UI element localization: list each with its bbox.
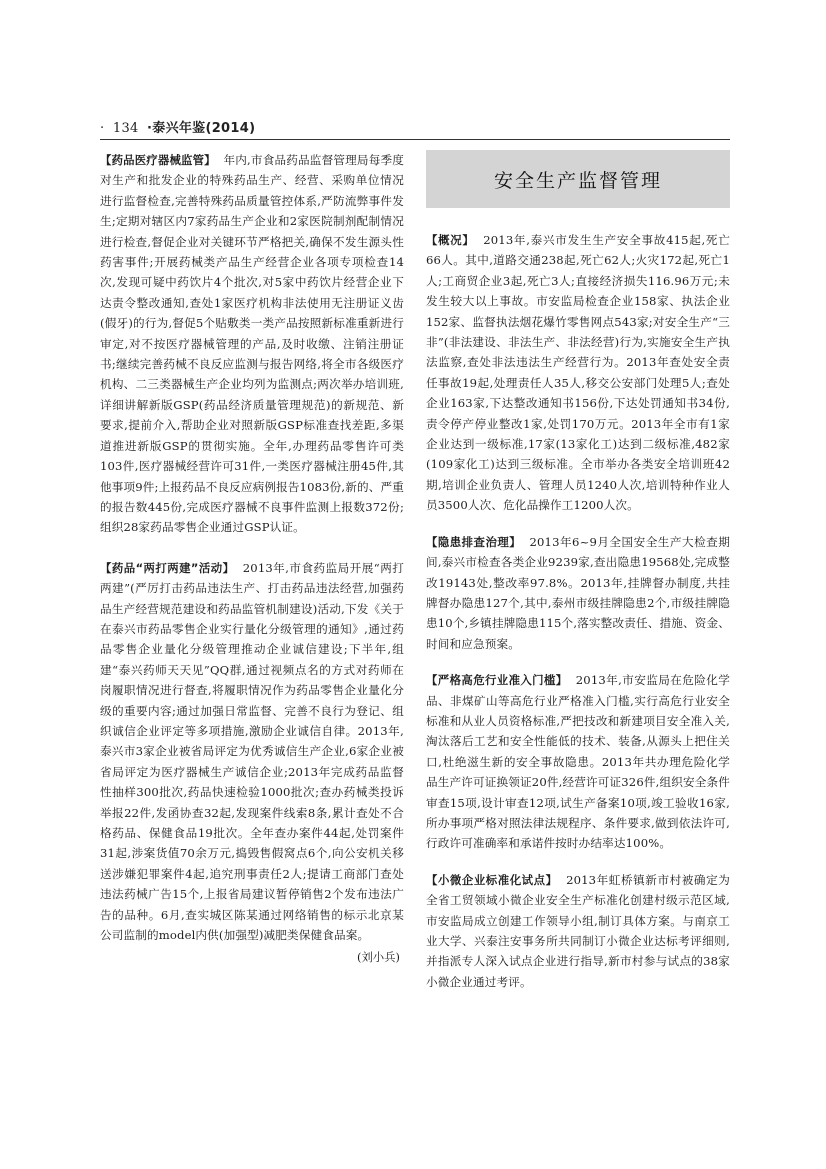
section-body: 2013年6~9月全国安全生产大检查期间,泰兴市检查各类企业9239家,查出隐患19568处,完成整改19143处,整改率97.8%。2013年,挂牌督办制度,共挂牌督办隐患127个,其中,泰州市级挂牌隐患2个,市级挂牌隐患10个,乡镇挂牌隐患115个,落实整改责任、措施、资金、时间和应急预案。 [426,534,730,651]
section-heading: 【小微企业标准化试点】 [426,872,558,887]
section-paragraph [426,870,730,992]
page-number: 134 [112,121,139,136]
author-credit: (刘小兵) [356,950,400,965]
section-paragraph [426,670,730,854]
section-heading: 【药品“两打两建”活动】 [100,560,235,575]
section-body: 2013年虹桥镇新市村被确定为全省工贸领域小微企业安全生产标准化创建村级示范区域,市安监局成立创建工作领导小组,制订具体方案。与南京工业大学、兴泰注安事务所共同制订小微企业达标考评细则,并指派专人深入试点企业进行指导,新市村参与试点的38家小微企业通过考评。 [426,872,731,989]
page-header [100,117,255,136]
section-paragraph [426,230,730,516]
right-column [426,150,730,992]
section-body: 2013年,市安监局在危险化学品、非煤矿山等高危行业严格准入门槛,实行高危行业安全标准和从业人员资格标准,严把技改和新建项目安全准入关,淘汰落后工艺和安全性能低的技术、装备,从源头上把住关口,杜绝滋生新的安全事故隐患。2013年共办理危险化学品生产许可证换领证20件,经营许可证326件,组织安全条件审查15项,设计审查12项,试生产备案10项,竣工验收16家,所办事项严格对照法律法规程序、条件要求,做到依法许可,行政许可准确率和承诺件按时办结率达100%。 [426,673,730,851]
book-title: ·泰兴年鉴(2014) [147,121,256,136]
section-heading: 【隐患排查治理】 [426,534,522,549]
header-rule [100,139,730,140]
section-body: 年内,市食品药品监督管理局每季度对生产和批发企业的特殊药品生产、经营、采购单位情况进行监督检查,完善特殊药品质量管控体系,严防流弊事件发生;定期对辖区内7家药品生产企业和2家医院制剂配制情况进行检查,督促企业对关键环节严格把关,确保不发生源头性药害事件;开展药械类产品生产经营企业各项专项检查14次,发现可疑中药饮片4个批次,对5家中药饮片经营企业下达责令整改通知,查处1家医疗机构非法使用无注册证义齿(假牙)的行为,督促5个贴敷类一类产品按照新标准重新进行审定,对不按医疗器械管理的产品,及时收缴、注销注册证书;继续完善药械不良反应监测与报告网络,将全市各级医疗机构、二三类器械生产企业均列为监测点;两次举办培训班,详细讲解新版GSP(药品经济质量管理规范)的新规范、新要求,提前介入,帮助企业对照新版GSP标准查找差距,多渠道推进新版GSP的贯彻实施。全年,办理药品零售许可类103件,医疗器械经营许可31件,一类医疗器械注册45件,其他事项9件;上报药品不良反应病例报告1083份,新的、严重的报告数445份,完成医疗器械不良事件监测上报数372份;组织28家药品零售企业通过GSP认证。 [100,153,404,535]
section-overview [426,230,730,516]
section-heading: 【概况】 [426,233,475,247]
section-paragraph [100,558,404,946]
section-body: 2013年,市食药监局开展“两打两建”(严厉打击药品违法生产、打击药品违法经营,加强药品生产经营规范建设和药品监管机制建设)活动,下发《关于在泰兴市药品零售企业实行量化分级管理的通知》,通过药品零售企业量化分级管理推动企业诚信建设;下半年,组建“泰兴药师天天见”QQ群,通过视频点名的方式对药师在岗履职情况进行督查,将履职情况作为药品零售企业量化分级的重要内容;通过加强日常监督、完善不良行为登记、组织诚信企业评定等多项措施,激励企业诚信自律。2013年,泰兴市3家企业被省局评定为优秀诚信生产企业,6家企业被省局评定为医疗器械生产诚信企业;2013年完成药品监督性抽样300批次,药品快速检验1000批次;查办药械类投诉举报22件,发函协查32起,发现案件线索8条,累计查处不合格药品、保健食品19批次。全年查办案件44起,处罚案件31起,涉案货值70余万元,捣毁售假窝点6个,向公安机关移送涉嫌犯罪案件4起,追究刑事责任2人;提请工商部门查处违法药械广告15个,上报省局建议暂停销售2个发布违法广告的品种。6月,查实城区陈某通过网络销售的标示北京某公司监制的model内供(加强型)减肥类保健食品案。 [100,560,404,943]
section-body: 2013年,泰兴市发生生产安全事故415起,死亡66人。其中,道路交通238起,死亡62人;火灾172起,死亡1人;工商贸企业3起,死亡3人;直接经济损失116.96万元;未发生较大以上事故。市安监局检查企业158家、执法企业152家、监督执法烟花爆竹零售网点543家;对安全生产“三非”(非法建设、非法生产、非法经营)行为,实施安全生产执法监察,查处非法违法生产经营行为。2013年查处安全责任事故19起,处理责任人35人,移交公安部门处理5人;查处企业163家,下达整改通知书156份,下达处罚通知书34份,责令停产停业整改1家,处罚170万元。2013年全市有1家企业达到一级标准,17家(13家化工)达到二级标准,482家(109家化工)达到三级标准。全市举办各类安全培训班42期,培训企业负责人、管理人员1240人次,培训特种作业人员3500人次、危化品操作工1200人次。 [426,233,730,513]
header-bullet: · [100,121,105,136]
section-two-strikes-two-builds [100,558,404,968]
section-small-enterprise-pilot [426,870,730,992]
section-hazard-inspection [426,532,730,654]
chapter-banner: 安全生产监督管理 [426,150,730,208]
section-paragraph [100,150,404,538]
section-heading: 【严格高危行业准入门槛】 [426,673,568,688]
section-high-risk-access [426,670,730,854]
section-drug-device-regulation [100,150,404,538]
right-sections [426,230,730,992]
section-paragraph [426,532,730,654]
section-heading: 【药品医疗器械监管】 [100,153,216,167]
left-column [100,150,404,967]
